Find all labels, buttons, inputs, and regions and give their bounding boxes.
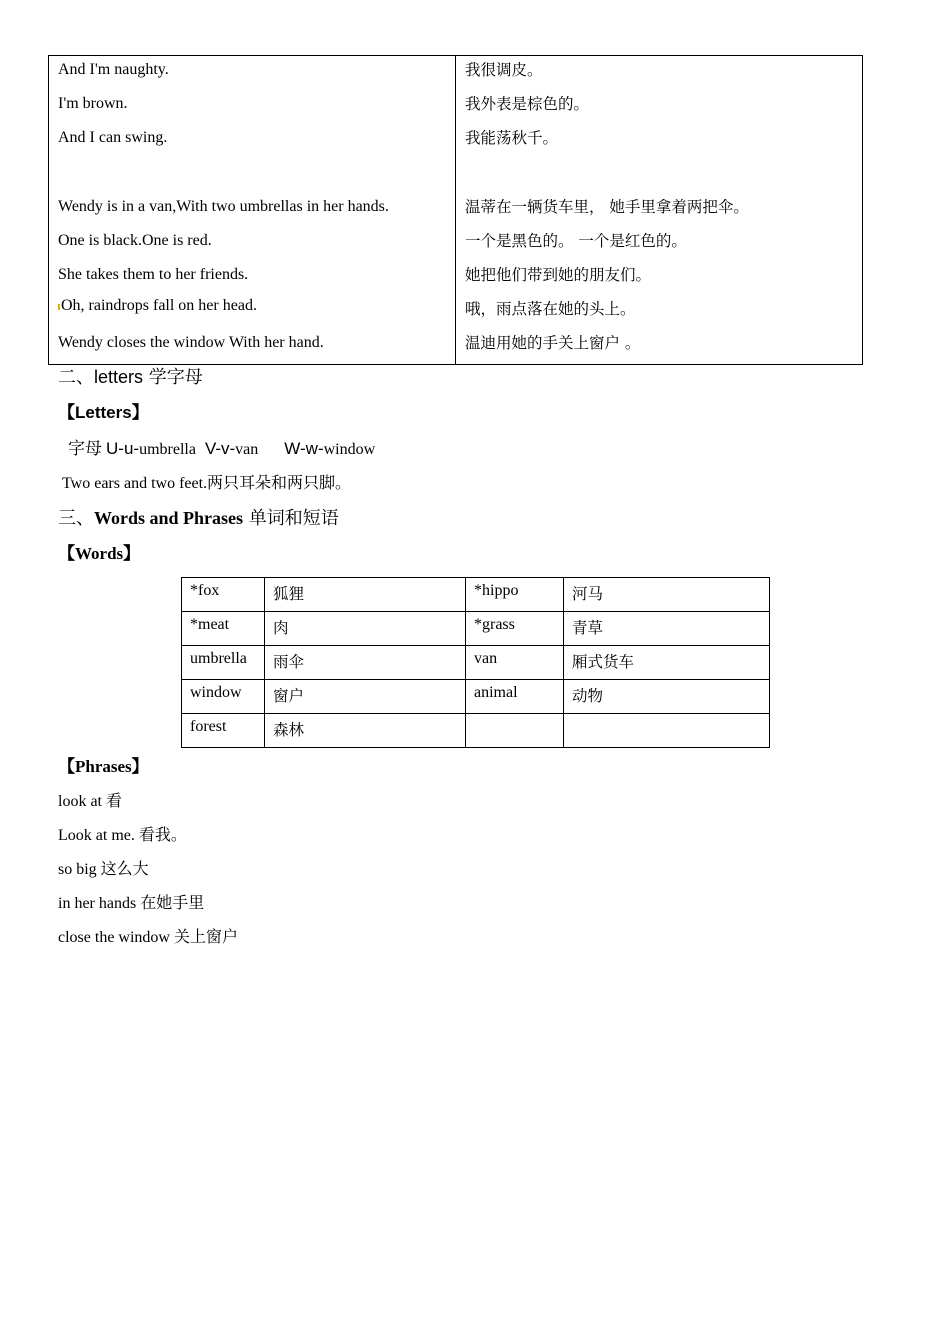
phrase-item: in her hands 在她手里	[58, 895, 205, 912]
story-chinese-line: 温蒂在一辆货车里， 她手里拿着两把伞。	[465, 198, 749, 216]
word-chinese: 肉	[265, 612, 466, 646]
story-chinese-line: 我外表是棕色的。	[465, 95, 590, 113]
letters-sentence: Two ears and two feet.两只耳朵和两只脚。	[62, 475, 352, 492]
story-chinese-line: 哦，雨点落在她的头上。	[465, 300, 636, 318]
phrase-item: Look at me. 看我。	[58, 827, 187, 844]
letters-line	[68, 438, 375, 461]
letters-heading-text: Letters	[75, 403, 132, 422]
story-chinese-line: 她把他们带到她的朋友们。	[465, 266, 652, 284]
story-english-line: I'm brown.	[58, 95, 128, 112]
word-english: *hippo	[466, 578, 564, 612]
word-english: forest	[182, 714, 265, 748]
word-chinese: 雨伞	[265, 646, 466, 680]
story-english-line	[58, 296, 257, 316]
story-english-line: One is black.One is red.	[58, 232, 212, 249]
letter-u: U-u-	[106, 439, 140, 458]
story-table	[48, 55, 863, 365]
words-table	[181, 577, 770, 748]
table-row	[182, 612, 770, 646]
story-chinese-line: 一个是黑色的。 一个是红色的。	[465, 232, 687, 250]
bracket-open: 【	[58, 403, 75, 423]
word-chinese: 森林	[265, 714, 466, 748]
section-heading-words-phrases	[58, 507, 339, 530]
letter-w: W-w-	[284, 439, 324, 458]
phrase-item: close the window 关上窗户	[58, 929, 238, 946]
word-english: *fox	[182, 578, 265, 612]
word-chinese: 动物	[564, 680, 770, 714]
word-english: animal	[466, 680, 564, 714]
table-row	[182, 578, 770, 612]
table-column-divider	[455, 56, 456, 364]
letters-subheading	[58, 402, 149, 424]
story-english-line: And I can swing.	[58, 129, 168, 146]
section-number: 三、	[58, 508, 94, 529]
word-chinese: 狐狸	[265, 578, 466, 612]
letter-v: V-v-	[204, 439, 236, 458]
table-row	[182, 646, 770, 680]
story-chinese-line: 我很调皮。	[465, 61, 543, 79]
phrase-item: so big 这么大	[58, 861, 149, 878]
comment-marker	[58, 304, 60, 310]
word-english: *grass	[466, 612, 564, 646]
section-subtitle: 单词和短语	[243, 508, 339, 529]
word-english: window	[182, 680, 265, 714]
section-title: letters	[94, 367, 144, 387]
table-row	[182, 714, 770, 748]
story-english-line: Wendy is in a van,With two umbrellas in her hands.	[58, 198, 389, 215]
phrases-subheading: 【Phrases】	[58, 757, 149, 776]
story-chinese-line: 温迪用她的手关上窗户 。	[465, 334, 641, 352]
word-chinese: 厢式货车	[564, 646, 770, 680]
letter-w-word: window	[323, 441, 376, 458]
word-english: van	[466, 646, 564, 680]
words-subheading: 【Words】	[58, 544, 141, 563]
word-chinese: 河马	[564, 578, 770, 612]
phrase-item: look at 看	[58, 793, 122, 810]
story-english-line: She takes them to her friends.	[58, 266, 249, 283]
section-number: 二、	[58, 367, 94, 388]
section-subtitle: 学字母	[143, 367, 203, 388]
word-english: *meat	[182, 612, 265, 646]
section-heading-letters	[58, 366, 203, 389]
letters-intro: 字母	[68, 439, 102, 459]
word-english	[466, 714, 564, 748]
bracket-close: 】	[131, 403, 149, 423]
word-english: umbrella	[182, 646, 265, 680]
story-english-text: Oh, raindrops fall on her head.	[61, 297, 257, 314]
story-english-line: And I'm naughty.	[58, 61, 169, 78]
word-chinese: 青草	[564, 612, 770, 646]
section-title: Words and Phrases	[94, 508, 244, 528]
letter-v-word: van	[235, 441, 259, 458]
story-english-line: Wendy closes the window With her hand.	[58, 334, 324, 351]
story-chinese-line: 我能荡秋千。	[465, 129, 559, 147]
letter-u-word: umbrella	[139, 441, 196, 458]
word-chinese: 窗户	[265, 680, 466, 714]
table-row	[182, 680, 770, 714]
word-chinese	[564, 714, 770, 748]
